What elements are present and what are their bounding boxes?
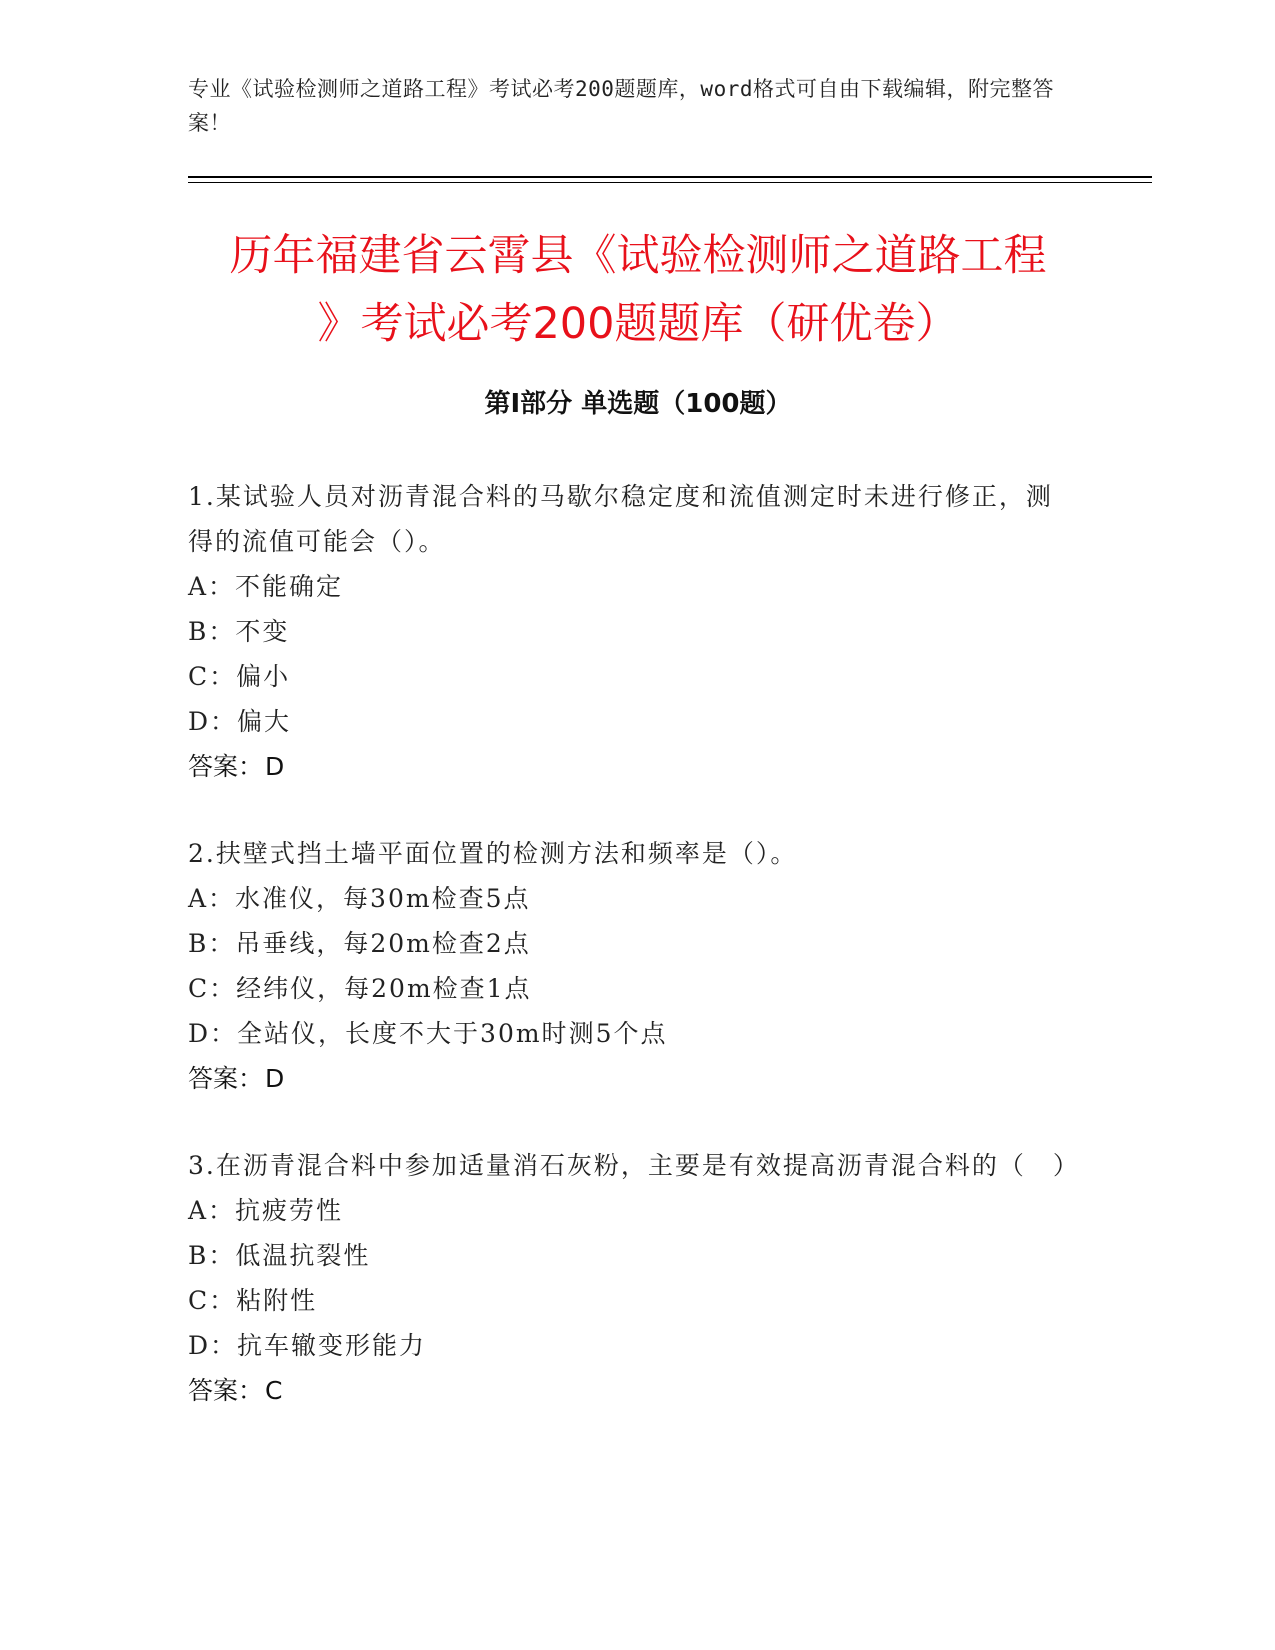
header-divider-thick: [188, 176, 1152, 178]
header-note: 专业《试验检测师之道路工程》考试必考200题题库，word格式可自由下载编辑，附完整答案！: [188, 77, 1054, 135]
option-c: C：偏小: [188, 662, 291, 691]
question-1: [188, 474, 1068, 789]
answer-value: D: [265, 1064, 285, 1093]
question-list: [188, 474, 1080, 1455]
option-a: A：不能确定: [188, 572, 344, 601]
option-d: D：全站仪，长度不大于30m时测5个点: [188, 1019, 668, 1048]
answer-label: 答案：: [188, 752, 264, 781]
answer-label: 答案：: [188, 1376, 264, 1405]
question-stem: 1.某试验人员对沥青混合料的马歇尔稳定度和流值测定时未进行修正，测得的流值可能会（）。: [188, 482, 1053, 556]
question-stem: 3.在沥青混合料中参加适量消石灰粉，主要是有效提高沥青混合料的（ ）: [188, 1151, 1080, 1180]
answer-label: 答案：: [188, 1064, 264, 1093]
option-b: B：吊垂线，每20m检查2点: [188, 929, 531, 958]
answer-value: C: [265, 1376, 283, 1405]
option-d: D：偏大: [188, 707, 292, 736]
option-b: B：不变: [188, 617, 290, 646]
document-title-line2: 》考试必考200题题库（研优卷）: [317, 299, 959, 349]
answer: [188, 1368, 1068, 1413]
document-title-line1: 历年福建省云霄县《试验检测师之道路工程: [229, 231, 1047, 281]
answer: [188, 1056, 1068, 1101]
option-c: C：经纬仪，每20m检查1点: [188, 974, 532, 1003]
question-stem: 2.扶壁式挡土墙平面位置的检测方法和频率是（）。: [188, 839, 798, 868]
option-a: A：水准仪，每30m检查5点: [188, 884, 531, 913]
option-b: B：低温抗裂性: [188, 1241, 371, 1270]
option-d: D：抗车辙变形能力: [188, 1331, 427, 1360]
option-c: C：粘附性: [188, 1286, 318, 1315]
question-2: [188, 831, 1068, 1101]
answer: [188, 744, 1068, 789]
answer-value: D: [265, 752, 285, 781]
option-a: A：抗疲劳性: [188, 1196, 344, 1225]
section-heading: 第I部分 单选题（100题）: [484, 389, 792, 419]
question-3: [188, 1143, 1080, 1413]
document-title: [188, 222, 1088, 358]
header-divider-thin: [188, 182, 1152, 183]
